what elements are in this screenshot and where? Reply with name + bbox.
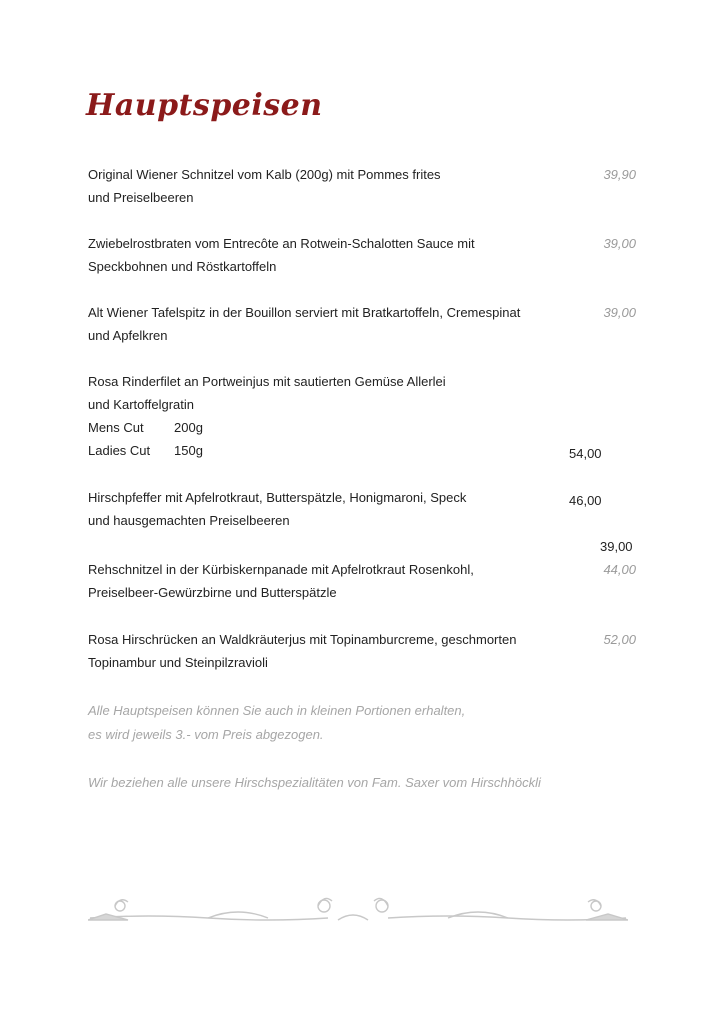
dish-price: 39,00 bbox=[603, 305, 636, 320]
supplier-note: Wir beziehen alle unsere Hirschspezialitäten von Fam. Saxer vom Hirschhöckli bbox=[88, 775, 541, 790]
cut-label: Ladies Cut bbox=[88, 443, 151, 458]
dish-description-line: Speckbohnen und Röstkartoffeln bbox=[88, 259, 277, 274]
dish-price: 46,00 bbox=[569, 493, 602, 508]
dish-extra-price: 39,00 bbox=[600, 539, 633, 554]
dish-description-line: Hirschpfeffer mit Apfelrotkraut, Butterspätzle, Honigmaroni, Speck bbox=[88, 490, 467, 505]
dish-price: 39,00 bbox=[603, 236, 636, 251]
dish-description-line: und Kartoffelgratin bbox=[88, 397, 194, 412]
page-title: Hauptspeisen bbox=[86, 88, 323, 123]
dish-description-line: Rosa Hirschrücken an Waldkräuterjus mit Topinamburcreme, geschmorten bbox=[88, 632, 517, 647]
dish-description-line: und Preiselbeeren bbox=[88, 190, 194, 205]
dish-description-line: Zwiebelrostbraten vom Entrecôte an Rotwein-Schalotten Sauce mit bbox=[88, 236, 475, 251]
dish-price: 54,00 bbox=[569, 446, 602, 461]
dish-description-line: Topinambur und Steinpilzravioli bbox=[88, 655, 268, 670]
dish-description-line: und Apfelkren bbox=[88, 328, 168, 343]
portion-note: es wird jeweils 3.- vom Preis abgezogen. bbox=[88, 727, 324, 742]
portion-note: Alle Hauptspeisen können Sie auch in kleinen Portionen erhalten, bbox=[88, 703, 466, 718]
cut-label: Mens Cut bbox=[88, 420, 144, 435]
dish-price: 52,00 bbox=[603, 632, 636, 647]
dish-description-line: Rosa Rinderfilet an Portweinjus mit sautierten Gemüse Allerlei bbox=[88, 374, 446, 389]
flourish-divider-icon bbox=[88, 892, 628, 932]
dish-description-line: und hausgemachten Preiselbeeren bbox=[88, 513, 290, 528]
cut-size: 150g bbox=[174, 443, 203, 458]
dish-price: 44,00 bbox=[603, 562, 636, 577]
dish-price: 39,90 bbox=[603, 167, 636, 182]
dish-description-line: Preiselbeer-Gewürzbirne und Butterspätzle bbox=[88, 585, 337, 600]
dish-description-line: Rehschnitzel in der Kürbiskernpanade mit Apfelrotkraut Rosenkohl, bbox=[88, 562, 474, 577]
dish-description-line: Original Wiener Schnitzel vom Kalb (200g) mit Pommes frites bbox=[88, 167, 441, 182]
dish-description-line: Alt Wiener Tafelspitz in der Bouillon serviert mit Bratkartoffeln, Cremespinat bbox=[88, 305, 521, 320]
cut-size: 200g bbox=[174, 420, 203, 435]
